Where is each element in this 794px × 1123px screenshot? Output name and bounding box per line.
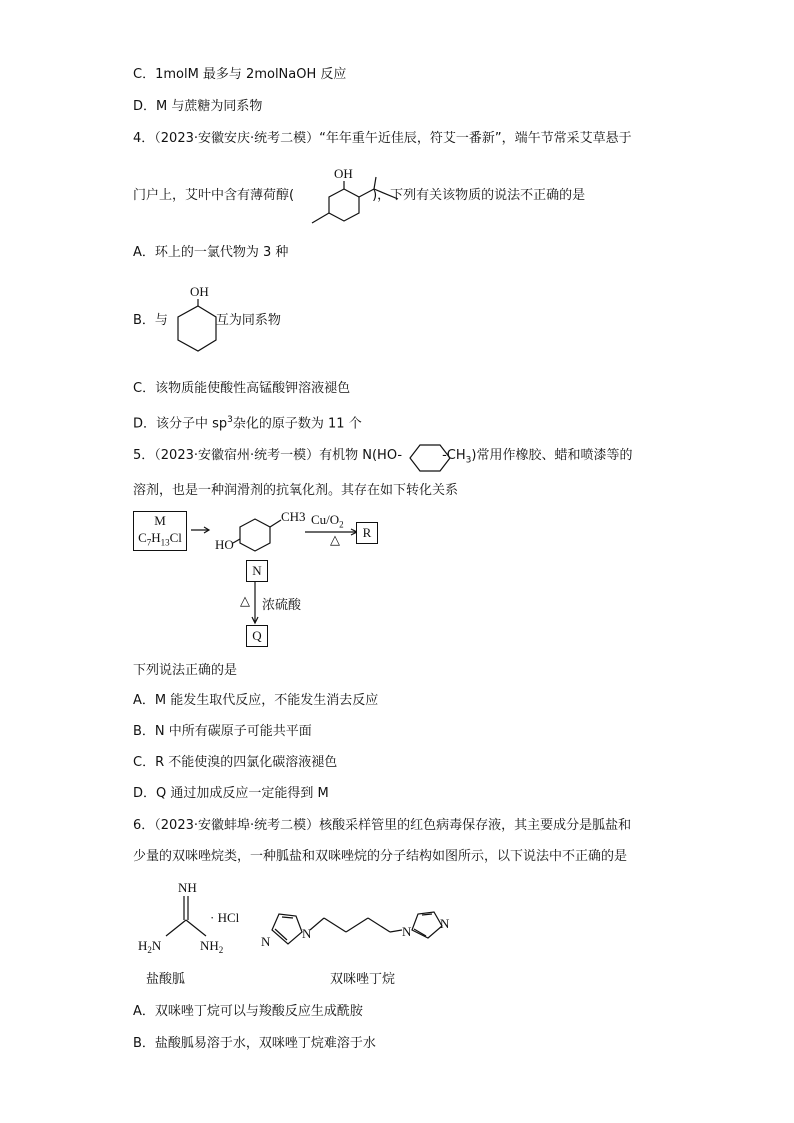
compound-q-box: Q bbox=[246, 625, 268, 647]
option-b-q5: B．N 中所有碳原子可能共平面 bbox=[133, 724, 312, 739]
option-d-q3: D．M 与蔗糖为同系物 bbox=[133, 99, 263, 114]
svg-text:N: N bbox=[402, 924, 412, 939]
compound-n-box: N bbox=[246, 560, 268, 582]
svg-text:CH3: CH3 bbox=[281, 509, 306, 524]
guanidine-caption: 盐酸胍 bbox=[146, 972, 186, 987]
option-a-q4: A．环上的一氯代物为 3 种 bbox=[133, 245, 289, 260]
question-6-stem: 6．（2023·安徽蚌埠·统考二模）核酸采样管里的红色病毒保存液，其主要成分是胍盐和 bbox=[133, 818, 632, 833]
question-5-stem: 5．（2023·安徽宿州·统考一模）有机物 N(HO- $-CH_3$)常用作橡胶、蜡和喷漆等的 bbox=[133, 448, 633, 466]
bisimidazole-caption: 双咪唑丁烷 bbox=[330, 972, 396, 987]
option-c-q4: C．该物质能使酸性高锰酸钾溶液褪色 bbox=[133, 381, 351, 396]
option-a-q5: A．M 能发生取代反应，不能发生消去反应 bbox=[133, 693, 379, 708]
question-6-stem-line2: 少量的双咪唑烷类，一种胍盐和双咪唑烷的分子结构如图所示，以下说法中不正确的是 bbox=[133, 849, 628, 864]
compound-r-box: R bbox=[356, 522, 378, 544]
option-d-q4: D．该分子中 $sp^3$杂化的原子数为 11 个 bbox=[133, 415, 362, 432]
question-4-stem: 4．（2023·安徽安庆·统考二模）“年年重午近佳辰，符艾一番新”，端午节常采艾草悬于 bbox=[133, 131, 632, 146]
reagent-conc-sulfuric-acid: 浓硫酸 bbox=[262, 598, 302, 613]
heat-symbol-top: △ bbox=[330, 533, 340, 548]
option-d-q5: D．Q 通过加成反应一定能得到 M bbox=[133, 786, 329, 801]
compound-m-box: M $C_7H_{13}Cl$ bbox=[133, 511, 187, 551]
option-b-q6: B．盐酸胍易溶于水，双咪唑丁烷难溶于水 bbox=[133, 1036, 376, 1051]
question-5-prompt: 下列说法正确的是 bbox=[133, 663, 238, 678]
reagent-cu-o2: $Cu/O_2$ bbox=[311, 512, 344, 530]
guanidine-hcl-structure bbox=[130, 878, 260, 958]
svg-text:N: N bbox=[440, 916, 450, 931]
option-a-q6: A．双咪唑丁烷可以与羧酸反应生成酰胺 bbox=[133, 1004, 363, 1019]
svg-text:NH: NH bbox=[178, 880, 197, 895]
option-b-q4: B．与 互为同系物 bbox=[133, 313, 281, 328]
svg-text:H2N: $H_2N$ bbox=[138, 938, 162, 955]
option-c-q5: C．R 不能使溴的四氯化碳溶液褪色 bbox=[133, 755, 338, 770]
n-inline-ring bbox=[408, 442, 452, 474]
bisimidazole-butane-structure bbox=[262, 898, 458, 962]
question-4-stem-line2: 门户上，艾叶中含有薄荷醇( )，下列有关该物质的说法不正确的是 bbox=[133, 188, 586, 203]
question-5-stem-line2: 溶剂，也是一种润滑剂的抗氧化剂。其存在如下转化关系 bbox=[133, 483, 459, 498]
svg-text:NH2: $NH_2$ bbox=[200, 938, 224, 955]
svg-text:OH: OH bbox=[190, 284, 209, 299]
scheme-arrows bbox=[185, 505, 385, 655]
menthol-structure bbox=[302, 165, 412, 233]
heat-symbol-side: △ bbox=[240, 594, 250, 609]
cyclohexanol-structure bbox=[168, 280, 224, 360]
svg-text:N: N bbox=[302, 926, 312, 941]
svg-text:HO: HO bbox=[215, 537, 234, 552]
svg-text:OH: OH bbox=[334, 166, 353, 181]
svg-text:· HCl: · HCl bbox=[210, 910, 240, 925]
option-c-q3: C．1molM 最多与 2molNaOH 反应 bbox=[133, 67, 347, 82]
svg-text:N: N bbox=[261, 934, 271, 949]
